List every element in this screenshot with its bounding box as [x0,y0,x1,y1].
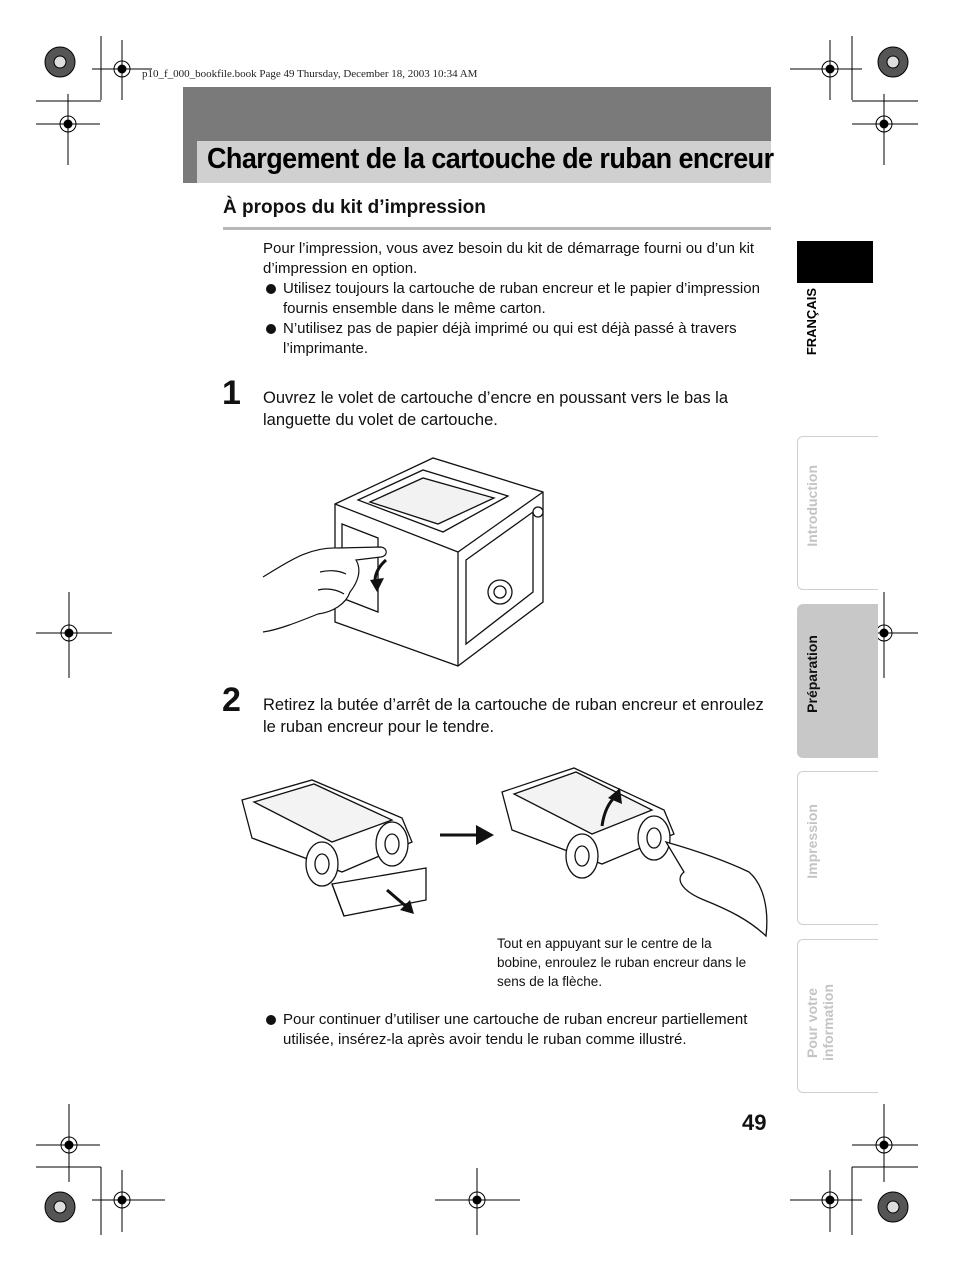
tab-label: Préparation [804,635,820,713]
section-heading: À propos du kit d’impression [223,197,486,218]
right-arrow-icon [438,820,498,850]
printer-illustration [258,452,558,672]
final-bullet-item: Pour continuer d’utiliser une cartouche de ruban encreur partiellement utilisée, insérez-la après avoir tendu le ruban comme illustré. [263,1010,783,1050]
page-title: Chargement de la cartouche de ruban encreur [207,143,774,175]
language-label [798,288,828,378]
tab-introduction[interactable] [797,436,878,590]
step-2-text: Retirez la butée d’arrêt de la cartouche de ruban encreur et enroulez le ruban encreur pour le tendre. [263,696,764,736]
bullet-item: N’utilisez pas de papier déjà imprimé ou qui est déjà passé à travers l’imprimante. [263,319,771,359]
language-label-text: FRANÇAIS [804,288,819,356]
tab-preparation[interactable] [797,604,878,758]
tab-impression[interactable] [797,771,878,925]
file-header-line: p10_f_000_bookfile.book Page 49 Thursday, December 18, 2003 10:34 AM [142,68,478,80]
ribbon-cartridge-with-stopper-illustration [232,772,442,932]
intro-text: Pour l’impression, vous avez besoin du kit de démarrage fourni ou d’un kit d’impression en option. [263,240,755,277]
step-1-number: 1 [222,374,241,412]
illustration-caption: Tout en appuyant sur le centre de la bobine, enroulez le ruban encreur dans le sens de la flèche. [497,936,747,989]
step-2-number: 2 [222,681,241,719]
intro-paragraph [263,239,771,359]
tab-pour-votre-information[interactable] [797,939,878,1093]
page-number: 49 [742,1110,767,1135]
language-marker-block [797,241,873,283]
tab-label: Introduction [804,465,820,547]
tab-label: Impression [804,804,820,879]
ribbon-cartridge-winding-illustration [494,760,774,940]
bullet-item: Utilisez toujours la cartouche de ruban encreur et le papier d’impression fournis ensemble dans le même carton. [263,279,771,319]
tab-label: Pour votre information [804,984,836,1062]
section-divider [223,227,771,230]
step-1-text: Ouvrez le volet de cartouche d’encre en poussant vers le bas la languette du volet de cartouche. [263,389,729,429]
